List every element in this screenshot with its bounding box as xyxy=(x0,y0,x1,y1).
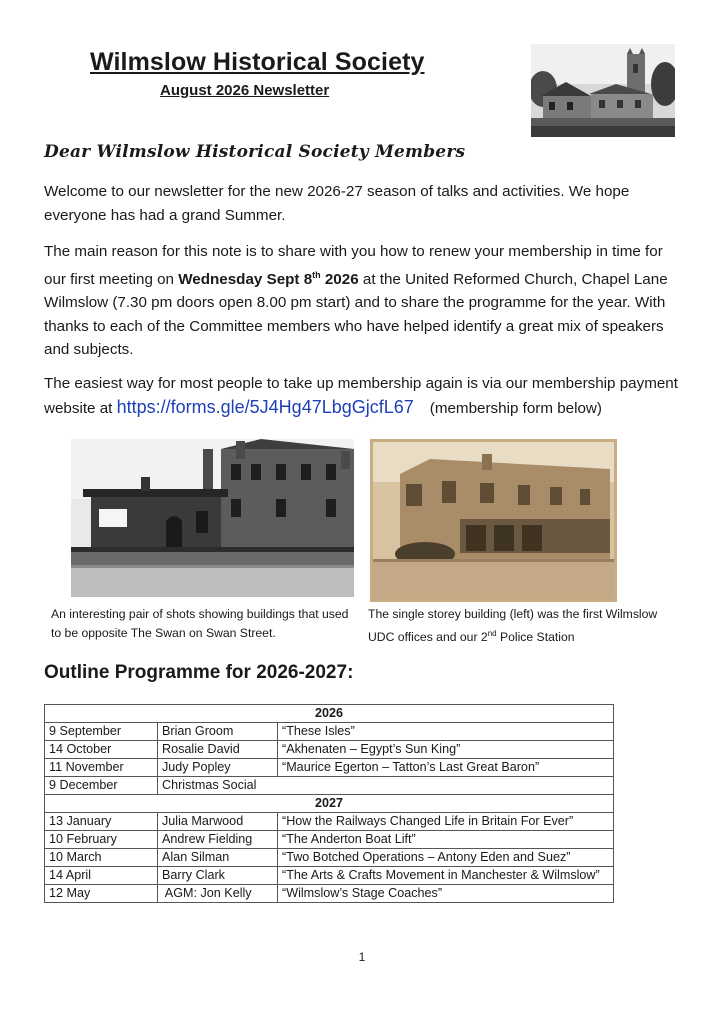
membership-paragraph: The easiest way for most people to take up membership again is via our membership payment website at https://forms.gle/5J4Hg47LbgGjcfL67 (membership form below) xyxy=(44,375,678,417)
table-row xyxy=(45,741,614,759)
event-date: 9 December xyxy=(45,777,158,795)
salutation: Dear Wilmslow Historical Society Members xyxy=(44,142,466,162)
year-heading: 2027 xyxy=(45,795,614,813)
event-speaker: Christmas Social xyxy=(158,777,614,795)
table-row xyxy=(45,813,614,831)
event-talk: “Akhenaten – Egypt’s Sun King” xyxy=(278,741,614,759)
table-row xyxy=(45,849,614,867)
event-date: 10 February xyxy=(45,831,158,849)
table-row xyxy=(45,885,614,903)
page-number: 1 xyxy=(358,950,366,964)
event-speaker: Julia Marwood xyxy=(158,813,278,831)
meeting-date: Wednesday Sept 8th 2026 xyxy=(178,269,359,288)
programme-table xyxy=(44,704,614,903)
photo-caption-right: The single storey building (left) was the first Wilmslow UDC offices and our 2nd Police Station xyxy=(368,607,658,645)
photo-caption-left: An interesting pair of shots showing buildings that used to be opposite The Swan on Swan Street. xyxy=(51,607,349,640)
event-date: 10 March xyxy=(45,849,158,867)
table-row xyxy=(45,759,614,777)
event-speaker: Judy Popley xyxy=(158,759,278,777)
event-speaker: Barry Clark xyxy=(158,867,278,885)
event-speaker: Brian Groom xyxy=(158,723,278,741)
programme-heading: Outline Programme for 2026-2027: xyxy=(44,662,354,683)
table-row xyxy=(45,723,614,741)
event-date: 11 November xyxy=(45,759,158,777)
event-date: 13 January xyxy=(45,813,158,831)
welcome-paragraph: Welcome to our newsletter for the new 2026-27 season of talks and activities. We hope everyone has had a grand Summer. xyxy=(44,183,630,224)
event-speaker: AGM: Jon Kelly xyxy=(158,885,278,903)
event-date: 14 October xyxy=(45,741,158,759)
header-photo-church xyxy=(531,44,675,137)
event-talk: “Maurice Egerton – Tatton’s Last Great Baron” xyxy=(278,759,614,777)
newsletter-subtitle: August 2026 Newsletter xyxy=(160,82,330,99)
event-speaker: Rosalie David xyxy=(158,741,278,759)
table-row xyxy=(45,831,614,849)
event-talk: “The Arts & Crafts Movement in Manchester & Wilmslow” xyxy=(278,867,614,885)
year-row xyxy=(45,705,614,723)
event-date: 14 April xyxy=(45,867,158,885)
newsletter-title: Wilmslow Historical Society xyxy=(90,48,425,76)
event-talk: “The Anderton Boat Lift” xyxy=(278,831,614,849)
table-row xyxy=(45,867,614,885)
year-heading: 2026 xyxy=(45,705,614,723)
photo-swan-street-sepia xyxy=(370,439,617,602)
event-speaker: Alan Silman xyxy=(158,849,278,867)
membership-link[interactable]: https://forms.gle/5J4Hg47LbgGjcfL67 xyxy=(116,396,414,417)
year-row xyxy=(45,795,614,813)
event-talk: “How the Railways Changed Life in Britain For Ever” xyxy=(278,813,614,831)
event-talk: “Wilmslow’s Stage Coaches” xyxy=(278,885,614,903)
event-date: 12 May xyxy=(45,885,158,903)
event-talk: “These Isles” xyxy=(278,723,614,741)
table-row xyxy=(45,777,614,795)
renewal-paragraph: The main reason for this note is to share with you how to renew your membership in time for our first meeting on Wednesday Sept 8th 2026 at the United Reformed Church, Chapel Lane Wilmslow (7.30 pm doors open 8.00 pm start) and to share the programme for the year. With thanks to each of the Committee members who have helped identify a great mix of speakers and subjects. xyxy=(44,243,668,359)
event-date: 9 September xyxy=(45,723,158,741)
photo-swan-street-bw xyxy=(71,439,354,597)
event-talk: “Two Botched Operations – Antony Eden and Suez” xyxy=(278,849,614,867)
event-speaker: Andrew Fielding xyxy=(158,831,278,849)
